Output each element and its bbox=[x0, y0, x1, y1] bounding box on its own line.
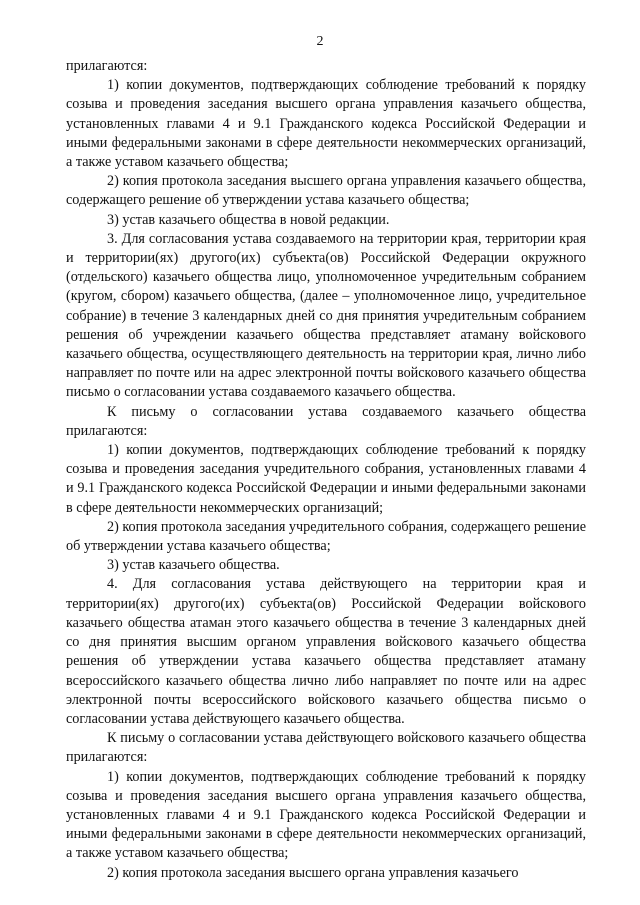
document-body bbox=[66, 57, 586, 883]
paragraph-item-1-documents: 1) копии документов, подтверждающих соблюдение требований к порядку созыва и проведения заседания высшего органа управления казачьего общества, установленных главами 4 и 9.1 Гражданского кодекса Российской Федерации и иными федеральными законами в сфере деятельности некоммерческих организаций, а также уставом казачьего общества; bbox=[66, 77, 586, 171]
paragraph-item-3-charter: 3) устав казачьего общества. bbox=[107, 557, 280, 574]
page-number: 2 bbox=[316, 34, 324, 49]
paragraph-item-2-protocol: 2) копия протокола заседания высшего органа управления казачьего общества, содержащего решение об утверждении устава казачьего общества; bbox=[66, 173, 586, 209]
paragraph-letter-existing-society: К письму о согласовании устава действующего войскового казачьего общества прилагаются: bbox=[66, 730, 586, 766]
paragraph-item-2-existing-protocol: 2) копия протокола заседания высшего органа управления казачьего bbox=[107, 864, 519, 881]
paragraph-item-3-charter-new: 3) устав казачьего общества в новой редакции. bbox=[107, 211, 390, 228]
paragraph-item-1-founding-docs: 1) копии документов, подтверждающих соблюдение требований к порядку созыва и проведения заседания учредительного собрания, установленных главами 4 и 9.1 Гражданского кодекса Российской Федерации и иными федеральными законами в сфере деятельности некоммерческих организаций; bbox=[66, 442, 586, 516]
paragraph-item-1-existing-docs: 1) копии документов, подтверждающих соблюдение требований к порядку созыва и проведения заседания высшего органа управления казачьего общества, установленных главами 4 и 9.1 Гражданского кодекса Российской Федерации и иными федеральными законами в сфере деятельности некоммерческих организаций, а также уставом казачьего общества; bbox=[66, 768, 586, 862]
paragraph-section-3: 3. Для согласования устава создаваемого на территории края, территории края и территории(ях) другого(их) субъекта(ов) Российской Федерации окружного (отдельского) казачьего общества лицо, уполномоченное учредительным собранием (кругом, сбором) казачьего общества, (далее – уполномоченное лицо, учредительное собрание) в течение 3 календарных дней со дня принятия учредительным собранием решения об учреждении казачьего общества представляет атаману войскового казачьего общества, осуществляющего деятельность на территории края, лично либо направляет по почте или на адрес электронной почты войскового казачьего общества письмо о согласовании устава создаваемого казачьего общества. bbox=[66, 230, 586, 401]
paragraph-letter-new-society: К письму о согласовании устава создаваемого казачьего общества прилагаются: bbox=[66, 403, 586, 439]
paragraph-section-4: 4. Для согласования устава действующего на территории края и территории(ях) другого(их) субъекта(ов) Российской Федерации войскового казачьего общества атаман этого казачьего общества в течение 3 календарных дней со дня принятия высшим органом управления войскового казачьего общества решения об утверждении устава казачьего общества представляет атаману всероссийского казачьего общества лично либо направляет по почте или на адрес электронной почты всероссийского войскового казачьего общества письмо о согласовании устава действующего казачьего общества. bbox=[66, 576, 586, 727]
paragraph-item-2-founding-protocol: 2) копия протокола заседания учредительного собрания, содержащего решение об утверждении устава казачьего общества; bbox=[66, 518, 586, 555]
paragraph-attachments-intro: прилагаются: bbox=[66, 58, 148, 74]
